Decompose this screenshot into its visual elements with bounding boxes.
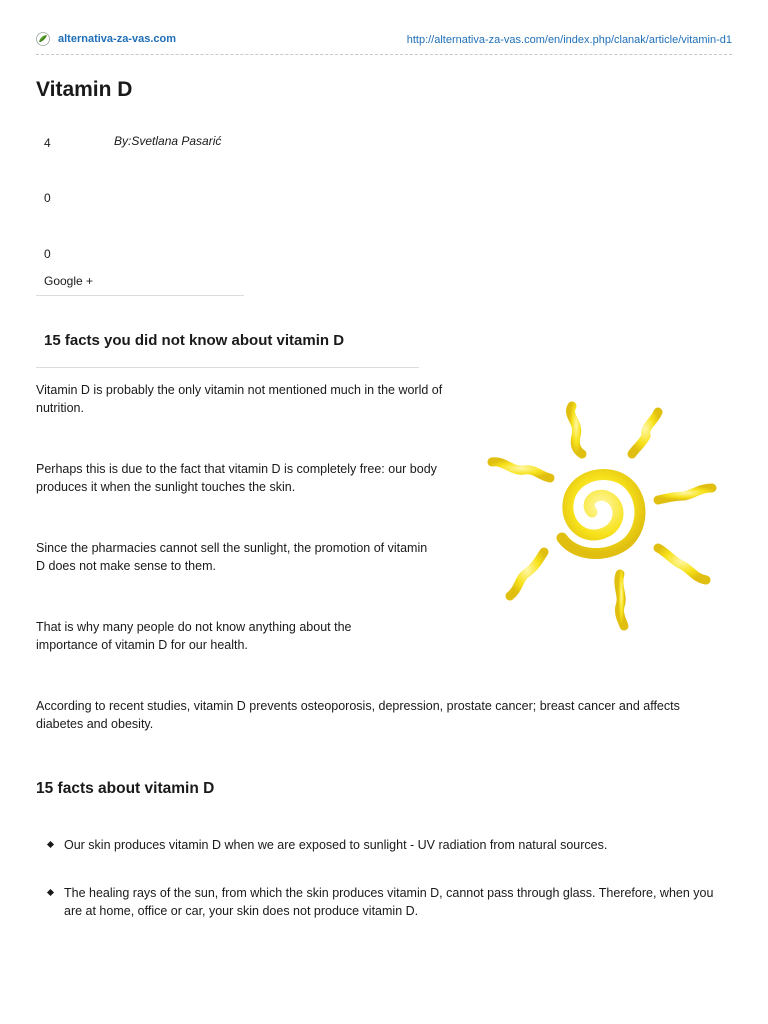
leaf-logo-icon bbox=[36, 32, 50, 46]
list-item bbox=[36, 884, 732, 920]
share-count-3[interactable]: 0 bbox=[44, 247, 51, 261]
header-divider bbox=[36, 54, 732, 55]
fact-text: Our skin produces vitamin D when we are exposed to sunlight - UV radiation from natural sources. bbox=[64, 838, 608, 852]
author-byline: By:Svetlana Pasarić bbox=[114, 134, 222, 148]
share-count-2[interactable]: 0 bbox=[44, 191, 51, 205]
social-divider bbox=[36, 295, 244, 296]
paragraph-5: According to recent studies, vitamin D prevents osteoporosis, depression, prostate cancer; breast cancer and affects diabetes and obesity. bbox=[36, 699, 680, 731]
page-header bbox=[36, 32, 732, 52]
bullet-icon bbox=[47, 889, 54, 896]
share-count-1[interactable]: 4 bbox=[44, 136, 51, 150]
facts-list bbox=[36, 836, 732, 920]
bullet-icon bbox=[47, 841, 54, 848]
subheading-divider bbox=[36, 367, 419, 368]
paragraph-3: Since the pharmacies cannot sell the sunlight, the promotion of vitamin D does not make sense to them. bbox=[36, 541, 428, 573]
site-name: alternativa-za-vas.com bbox=[58, 33, 176, 45]
google-plus-button[interactable]: Google + bbox=[44, 274, 94, 288]
paragraph-1: Vitamin D is probably the only vitamin not mentioned much in the world of nutrition. bbox=[36, 383, 443, 415]
paragraph-4: That is why many people do not know anything about the importance of vitamin D for our health. bbox=[36, 620, 352, 652]
list-item bbox=[36, 836, 732, 854]
paragraph-2: Perhaps this is due to the fact that vitamin D is completely free: our body produces it when the sunlight touches the skin. bbox=[36, 462, 437, 494]
article-url-link[interactable]: http://alternativa-za-vas.com/en/index.php/clanak/article/vitamin-d1 bbox=[406, 34, 732, 46]
site-link[interactable] bbox=[36, 32, 176, 46]
sun-illustration bbox=[472, 392, 732, 640]
page-title: Vitamin D bbox=[36, 78, 133, 101]
fact-text: The healing rays of the sun, from which the skin produces vitamin D, cannot pass through glass. Therefore, when you are at home, office or car, your skin does not produce vitamin D. bbox=[64, 886, 714, 918]
article-subheading: 15 facts you did not know about vitamin D bbox=[44, 332, 345, 349]
section-title: 15 facts about vitamin D bbox=[36, 780, 215, 797]
